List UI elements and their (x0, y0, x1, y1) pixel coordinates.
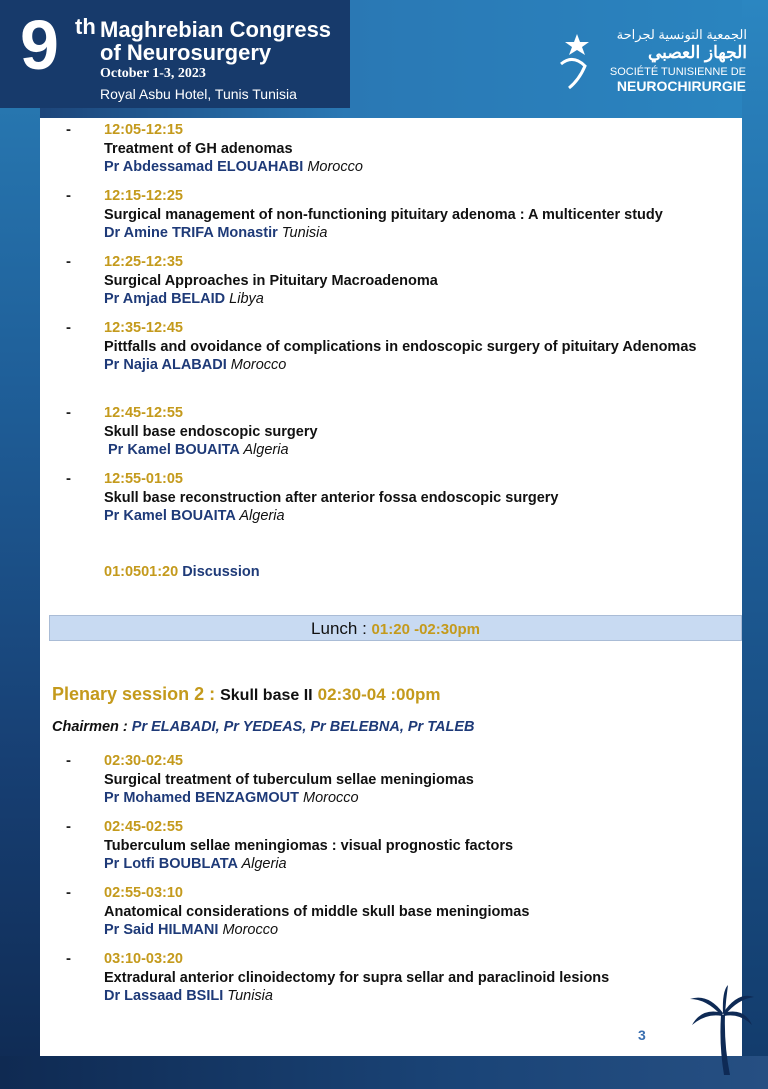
footer-band (0, 1056, 768, 1089)
chairmen-label: Chairmen : (52, 719, 128, 735)
item-time: 02:45-02:55 (104, 819, 183, 835)
congress-title-box (0, 0, 350, 108)
item-speaker-line (104, 921, 744, 939)
plenary-session-heading (52, 684, 440, 705)
item-time: 12:05-12:15 (104, 122, 183, 138)
item-country: Morocco (302, 790, 359, 806)
item-speaker: Pr Mohamed BENZAGMOUT (104, 790, 299, 806)
society-name-arabic-line2: الجهاز العصبي (648, 43, 747, 62)
item-speaker: Pr Abdessamad ELOUAHABI (104, 159, 304, 175)
item-title: Surgical Approaches in Pituitary Macroadenoma (104, 273, 438, 289)
item-speaker: Pr Kamel BOUAITA (108, 442, 240, 458)
item-country: Algeria (239, 508, 285, 524)
bullet-dash: - (66, 253, 71, 270)
crescent-star-logo-icon (535, 24, 605, 96)
plenary-time: 02:30-04 :00pm (317, 685, 441, 704)
edition-number: 9 (20, 6, 59, 84)
item-country: Morocco (222, 922, 279, 938)
society-name-french-line1: SOCIÉTÉ TUNISIENNE DE (609, 66, 746, 78)
item-time: 12:25-12:35 (104, 254, 183, 270)
society-name-arabic-line1: الجمعية التونسية لجراحة (616, 27, 747, 42)
congress-title-line2: of Neurosurgery (100, 40, 272, 65)
item-speaker-line (104, 356, 744, 374)
congress-title-line1: Maghrebian Congress (100, 17, 332, 42)
item-time: 12:55-01:05 (104, 471, 183, 487)
item-speaker: Pr Amjad BELAID (104, 291, 226, 307)
item-speaker-line (104, 224, 744, 242)
bullet-dash: - (66, 950, 71, 967)
left-border-band (0, 0, 40, 1089)
item-time: 02:55-03:10 (104, 885, 183, 901)
lunch-bar (49, 615, 742, 641)
item-title: Surgical treatment of tuberculum sellae meningiomas (104, 772, 474, 788)
item-title: Skull base reconstruction after anterior fossa endoscopic surgery (104, 490, 559, 506)
item-title: Treatment of GH adenomas (104, 141, 293, 157)
discussion-label: Discussion (182, 564, 260, 580)
bullet-dash: - (66, 884, 71, 901)
chairmen-line (52, 719, 474, 735)
item-speaker-line (104, 507, 744, 525)
item-time: 03:10-03:20 (104, 951, 183, 967)
bullet-dash: - (66, 121, 71, 138)
item-speaker-line (104, 290, 744, 308)
bullet-dash: - (66, 818, 71, 835)
item-title: Extradural anterior clinoidectomy for supra sellar and paraclinoid lesions (104, 970, 610, 986)
plenary-label: Plenary session 2 : (52, 684, 216, 704)
item-speaker-line (104, 789, 744, 807)
item-speaker-line (104, 987, 744, 1005)
lunch-separator: : (357, 619, 372, 638)
palm-tree-icon (688, 985, 754, 1075)
item-speaker-line (104, 158, 744, 176)
congress-dates: October 1-3, 2023 (100, 66, 206, 81)
society-name-french-line2: NEUROCHIRURGIE (616, 78, 746, 94)
item-country: Morocco (307, 159, 363, 175)
item-speaker: Pr Said HILMANI (104, 922, 219, 938)
item-country: Tunisia (281, 225, 328, 241)
item-speaker: Pr Kamel BOUAITA (104, 508, 236, 524)
congress-venue: Royal Asbu Hotel, Tunis Tunisia (100, 86, 297, 102)
discussion-slot (104, 564, 260, 580)
item-country: Algeria (243, 442, 289, 458)
bullet-dash: - (66, 470, 71, 487)
item-country: Algeria (241, 856, 287, 872)
item-title: Pittfalls and ovoidance of complications in endoscopic surgery of pituitary Adenomas (104, 339, 697, 355)
item-country: Libya (229, 291, 264, 307)
page-number: 3 (638, 1027, 646, 1043)
bullet-dash: - (66, 752, 71, 769)
item-time: 12:35-12:45 (104, 320, 183, 336)
item-speaker: Pr Najia ALABADI (104, 357, 227, 373)
item-title: Anatomical considerations of middle skull base meningiomas (104, 904, 530, 920)
bullet-dash: - (66, 187, 71, 204)
item-title: Skull base endoscopic surgery (104, 424, 318, 440)
item-time: 12:15-12:25 (104, 188, 183, 204)
item-speaker-line (104, 441, 744, 459)
chairmen-names: Pr ELABADI, Pr YEDEAS, Pr BELEBNA, Pr TALEB (131, 719, 475, 735)
item-country: Morocco (230, 357, 287, 373)
plenary-topic: Skull base II (220, 687, 313, 704)
item-speaker: Dr Amine TRIFA Monastir (104, 225, 278, 241)
discussion-time: 01:0501:20 (104, 564, 179, 580)
item-speaker: Dr Lassaad BSILI (104, 988, 224, 1004)
bullet-dash: - (66, 404, 71, 421)
item-time: 12:45-12:55 (104, 405, 183, 421)
item-speaker-line (104, 855, 744, 873)
lunch-time: 01:20 -02:30pm (371, 621, 480, 638)
lunch-label: Lunch (311, 619, 358, 638)
item-country: Tunisia (227, 988, 273, 1004)
bullet-dash: - (66, 319, 71, 336)
item-time: 02:30-02:45 (104, 753, 183, 769)
item-title: Surgical management of non-functioning pituitary adenoma : A multicenter study (104, 207, 663, 223)
item-speaker: Pr Lotfi BOUBLATA (104, 856, 238, 872)
right-border-band (742, 0, 768, 1089)
item-title: Tuberculum sellae meningiomas : visual prognostic factors (104, 838, 514, 854)
edition-suffix: th (75, 14, 96, 39)
